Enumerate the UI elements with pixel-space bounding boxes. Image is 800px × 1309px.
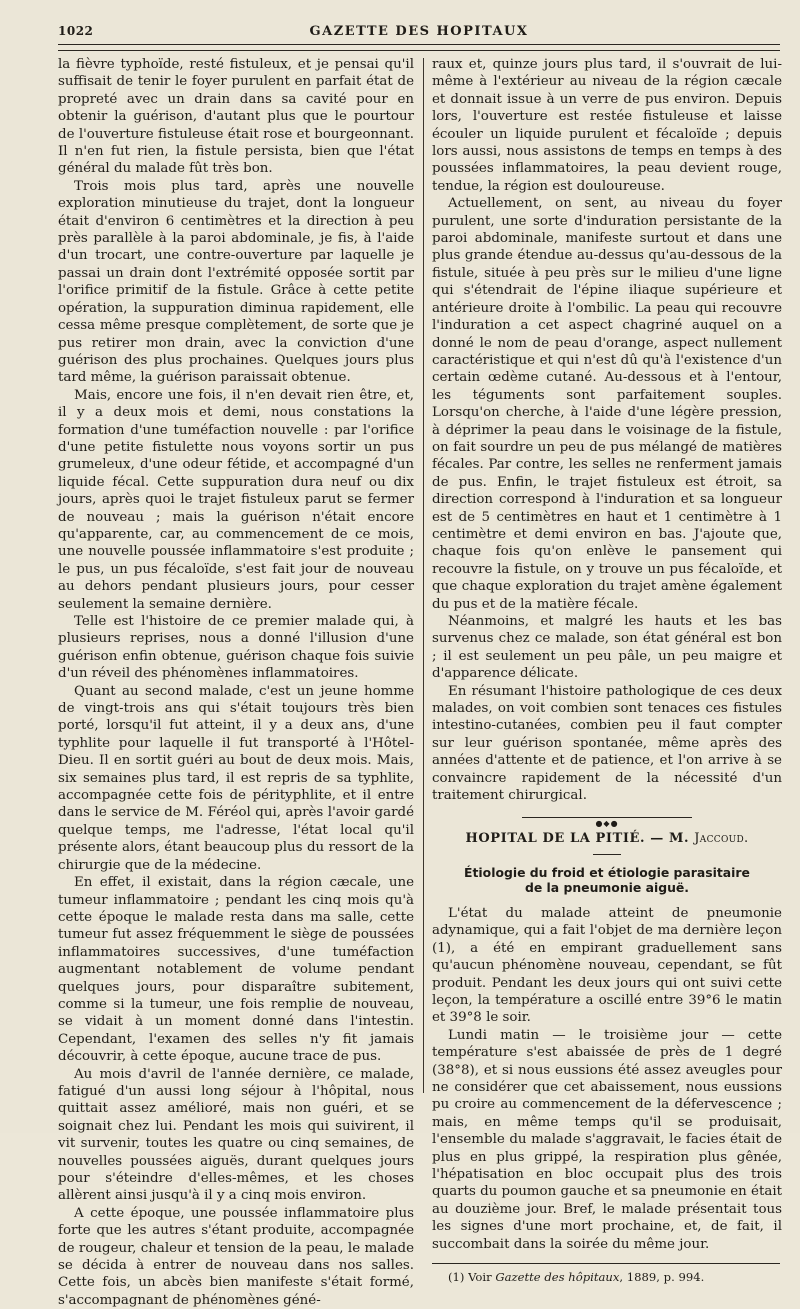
left-column xyxy=(58,56,414,1309)
page-header xyxy=(58,20,780,42)
column-divider xyxy=(423,58,424,1093)
paragraph: Telle est l'histoire de ce premier malade qui, à plusieurs reprises, nous a donné l'illusion d'une guérison enfin obtenue, guérison chaque fois suivie d'un réveil des phénomènes inflammatoires. xyxy=(58,614,414,682)
paragraph: En résumant l'histoire pathologique de ces deux malades, on voit combien sont tenaces ces fistules intestino-cutanées, combien peu il faut compter sur leur guérison spontanée, même après des années d'attente et de patience, et l'on arrive à se convaincre rapidement de la nécessité d'un traitement chirurgical. xyxy=(432,683,782,804)
separator-ornament: ●◆● xyxy=(591,820,622,828)
subtitle-line: de la pneumonie aiguë. xyxy=(524,879,690,895)
section-hospital: HOPITAL DE LA PITIÉ. — M. xyxy=(465,831,690,847)
paragraph: Néanmoins, et malgré les hauts et les bas survenus chez ce malade, son état général est bon ; il est seulement un peu pâle, un peu maigre et d'apparence délicate. xyxy=(432,614,782,682)
section-author: Jaccoud. xyxy=(694,831,749,847)
paragraph: Quant au second malade, c'est un jeune homme de vingt-trois ans qui s'était toujours très bien porté, lorsqu'il fut atteint, il y a deux ans, d'une typhlite pour laquelle il fut transporté à l'Hôtel-Dieu. Il en sortit guéri au bout de deux mois. Mais, six semaines plus tard, il est repris de sa typhlite, accompagnée cette fois de pérityphlite, et il entre dans le service de M. Féréol qui, après l'avoir gardé quelque temps, me l'adresse, l'état local qu'il présente alors, étant beaucoup plus du ressort de la chirurgie que de la médecine. xyxy=(58,683,414,873)
paragraph: la fièvre typhoïde, resté fistuleux, et je pensai qu'il suffisait de tenir le foyer purulent en parfait état de propreté avec un drain dans sa cavité pour en obtenir la guérison, d'autant plus que le pourtour de l'ouverture fistuleuse était rose et bourgeonnant. Il n'en fut rien, la fistule persista, bien que l'état général du malade fût très bon. xyxy=(58,57,414,177)
section-separator xyxy=(432,814,782,829)
footnote-suffix: , 1889, p. 994. xyxy=(619,1270,705,1284)
paragraph: L'état du malade atteint de pneumonie adynamique, qui a fait l'objet de ma dernière leçon (1), a été en empirant graduellement sans qu'aucun phénomène nouveau, cependant, se fût produit. Pendant les deux jours qui ont suivi cette leçon, la température a oscillé entre 39°6 le matin et 39°8 le soir. xyxy=(432,905,782,1026)
title-rule xyxy=(593,854,621,855)
footnote-prefix: (1) Voir xyxy=(448,1270,496,1284)
footnote-journal: Gazette des hôpitaux xyxy=(495,1270,620,1284)
article-subtitle xyxy=(432,865,782,895)
header-rule xyxy=(58,44,780,51)
journal-title: GAZETTE DES HOPITAUX xyxy=(309,24,529,39)
paragraph: Lundi matin — le troisième jour — cette température s'est abaissée de près de 1 degré (38°8), et si nous eussions été assez aveugles pour ne considérer que cet abaissement, nous eussions pu croire au commencement de la défervescence ; mais, en même temps qu'il se produisait, l'ensemble du malade s'aggravait, le facies était de plus en plus grippé, la respiration plus gênée, l'hépatisation en bloc occupait plus des trois quarts du poumon gauche et sa pneumonie en était au douzième jour. Bref, le malade présentait tous les signes d'une mort prochaine, et, de fait, il succombait dans la soirée du même jour. xyxy=(432,1027,782,1252)
footnote-rule xyxy=(432,1263,780,1264)
paragraph: Trois mois plus tard, après une nouvelle exploration minutieuse du trajet, dont la longueur était d'environ 6 centimètres et la direction à peu près parallèle à la paroi abdominale, je fis, à l'aide d'un trocart, une contre-ouverture par laquelle je passai un drain dont l'extrémité opposée sortit par l'orifice primitif de la fistule. Grâce à cette petite opération, la suppuration diminua rapidement, elle cessa même presque complètement, de sorte que je pus retirer mon drain, avec la conviction d'une guérison des plus prochaines. Quelques jours plus tard même, la guérison paraissait obtenue. xyxy=(58,178,414,386)
separator-line xyxy=(522,817,692,818)
paragraph: A cette époque, une poussée inflammatoire plus forte que les autres s'étant produite, accompagnée de rougeur, chaleur et tension de la peau, le malade se décida à entrer de nouveau dans nos salles. Cette fois, un abcès bien manifeste s'était formé, s'accompagnant de phénomènes géné- xyxy=(58,1205,414,1308)
paragraph: Au mois d'avril de l'année dernière, ce malade, fatigué d'un aussi long séjour à l'hôpital, nous quittait assez amélioré, mais non guéri, et se soignait chez lui. Pendant les mois qui suivirent, il vit survenir, toutes les quatre ou cinq semaines, de nouvelles poussées aiguës, durant quelques jours pour s'éteindre d'elles-mêmes, et les choses allèrent ainsi jusqu'à il y a cinq mois environ. xyxy=(58,1066,414,1204)
paragraph: raux et, quinze jours plus tard, il s'ouvrait de lui-même à l'extérieur au niveau de la région cæcale et donnait issue à un verre de pus environ. Depuis lors, l'ouverture est restée fistuleuse et laisse écouler un liquide purulent et fécaloïde ; depuis lors aussi, nous assistons de temps en temps à des poussées inflammatoires, la peau devient rouge, tendue, la région est douloureuse. xyxy=(432,57,782,194)
section-title xyxy=(432,830,782,847)
page-number: 1022 xyxy=(58,24,94,38)
footnote xyxy=(432,1270,782,1284)
paragraph: En effet, il existait, dans la région cæcale, une tumeur inflammatoire ; pendant les cinq mois qu'à cette époque le malade resta dans ma salle, cette tumeur fut assez fréquemment le siège de poussées inflammatoires successives, d'une tuméfaction augmentant notablement de volume pendant quelques jours, pour disparaître subitement, comme si la tumeur, une fois remplie de nouveau, se vidait à un moment donné dans l'intestin. Cependant, l'examen des selles n'y fit jamais découvrir, à cette époque, aucune trace de pus. xyxy=(58,875,414,1065)
subtitle-line: Étiologie du froid et étiologie parasitaire xyxy=(464,864,750,880)
paragraph: Actuellement, on sent, au niveau du foyer purulent, une sorte d'induration persistante de la paroi abdominale, manifeste surtout et dans une plus grande étendue au-dessus qu'au-dessous de la fistule, située à peu près sur le milieu d'une ligne qui s'étendrait de l'épine iliaque supérieure et antérieure droite à l'ombilic. La peau qui recouvre l'induration a cet aspect chagriné auquel on a donné le nom de peau d'orange, aspect nullement caractéristique et qui n'est dû qu'à l'existence d'un certain œdème cutané. Au-dessous et à l'entour, les téguments sont parfaitement souples. Lorsqu'on cherche, à l'aide d'une légère pression, à déprimer la peau dans le voisinage de la fistule, on fait sourdre un peu de pus mélangé de matières fécales. Par contre, les selles ne renferment jamais de pus. Enfin, le trajet fistuleux est étroit, sa direction correspond à l'induration et sa longueur est de 5 centimètres en haut et 1 centimètre à 1 centimètre et demi environ en bas. J'ajoute que, chaque fois qu'on enlève le pansement qui recouvre la fistule, on y trouve un pus fécaloïde, et que chaque exploration du trajet amène également du pus et de la matière fécale. xyxy=(432,196,782,612)
right-column xyxy=(432,56,782,1284)
paragraph: Mais, encore une fois, il n'en devait rien être, et, il y a deux mois et demi, nous constations la formation d'une tuméfaction nouvelle : par l'orifice d'une petite fistulette nous voyons sortir un pus grumeleux, d'une odeur fétide, et accompagné d'un liquide fécal. Cette suppuration dura neuf ou dix jours, après quoi le trajet fistuleux parut se fermer de nouveau ; mais la guérison n'était encore qu'apparente, car, au commencement de ce mois, une nouvelle poussée inflammatoire s'est produite ; le pus, un pus fécaloïde, s'est fait jour de nouveau au dehors pendant plusieurs jours, pour cesser seulement la semaine dernière. xyxy=(58,387,414,612)
